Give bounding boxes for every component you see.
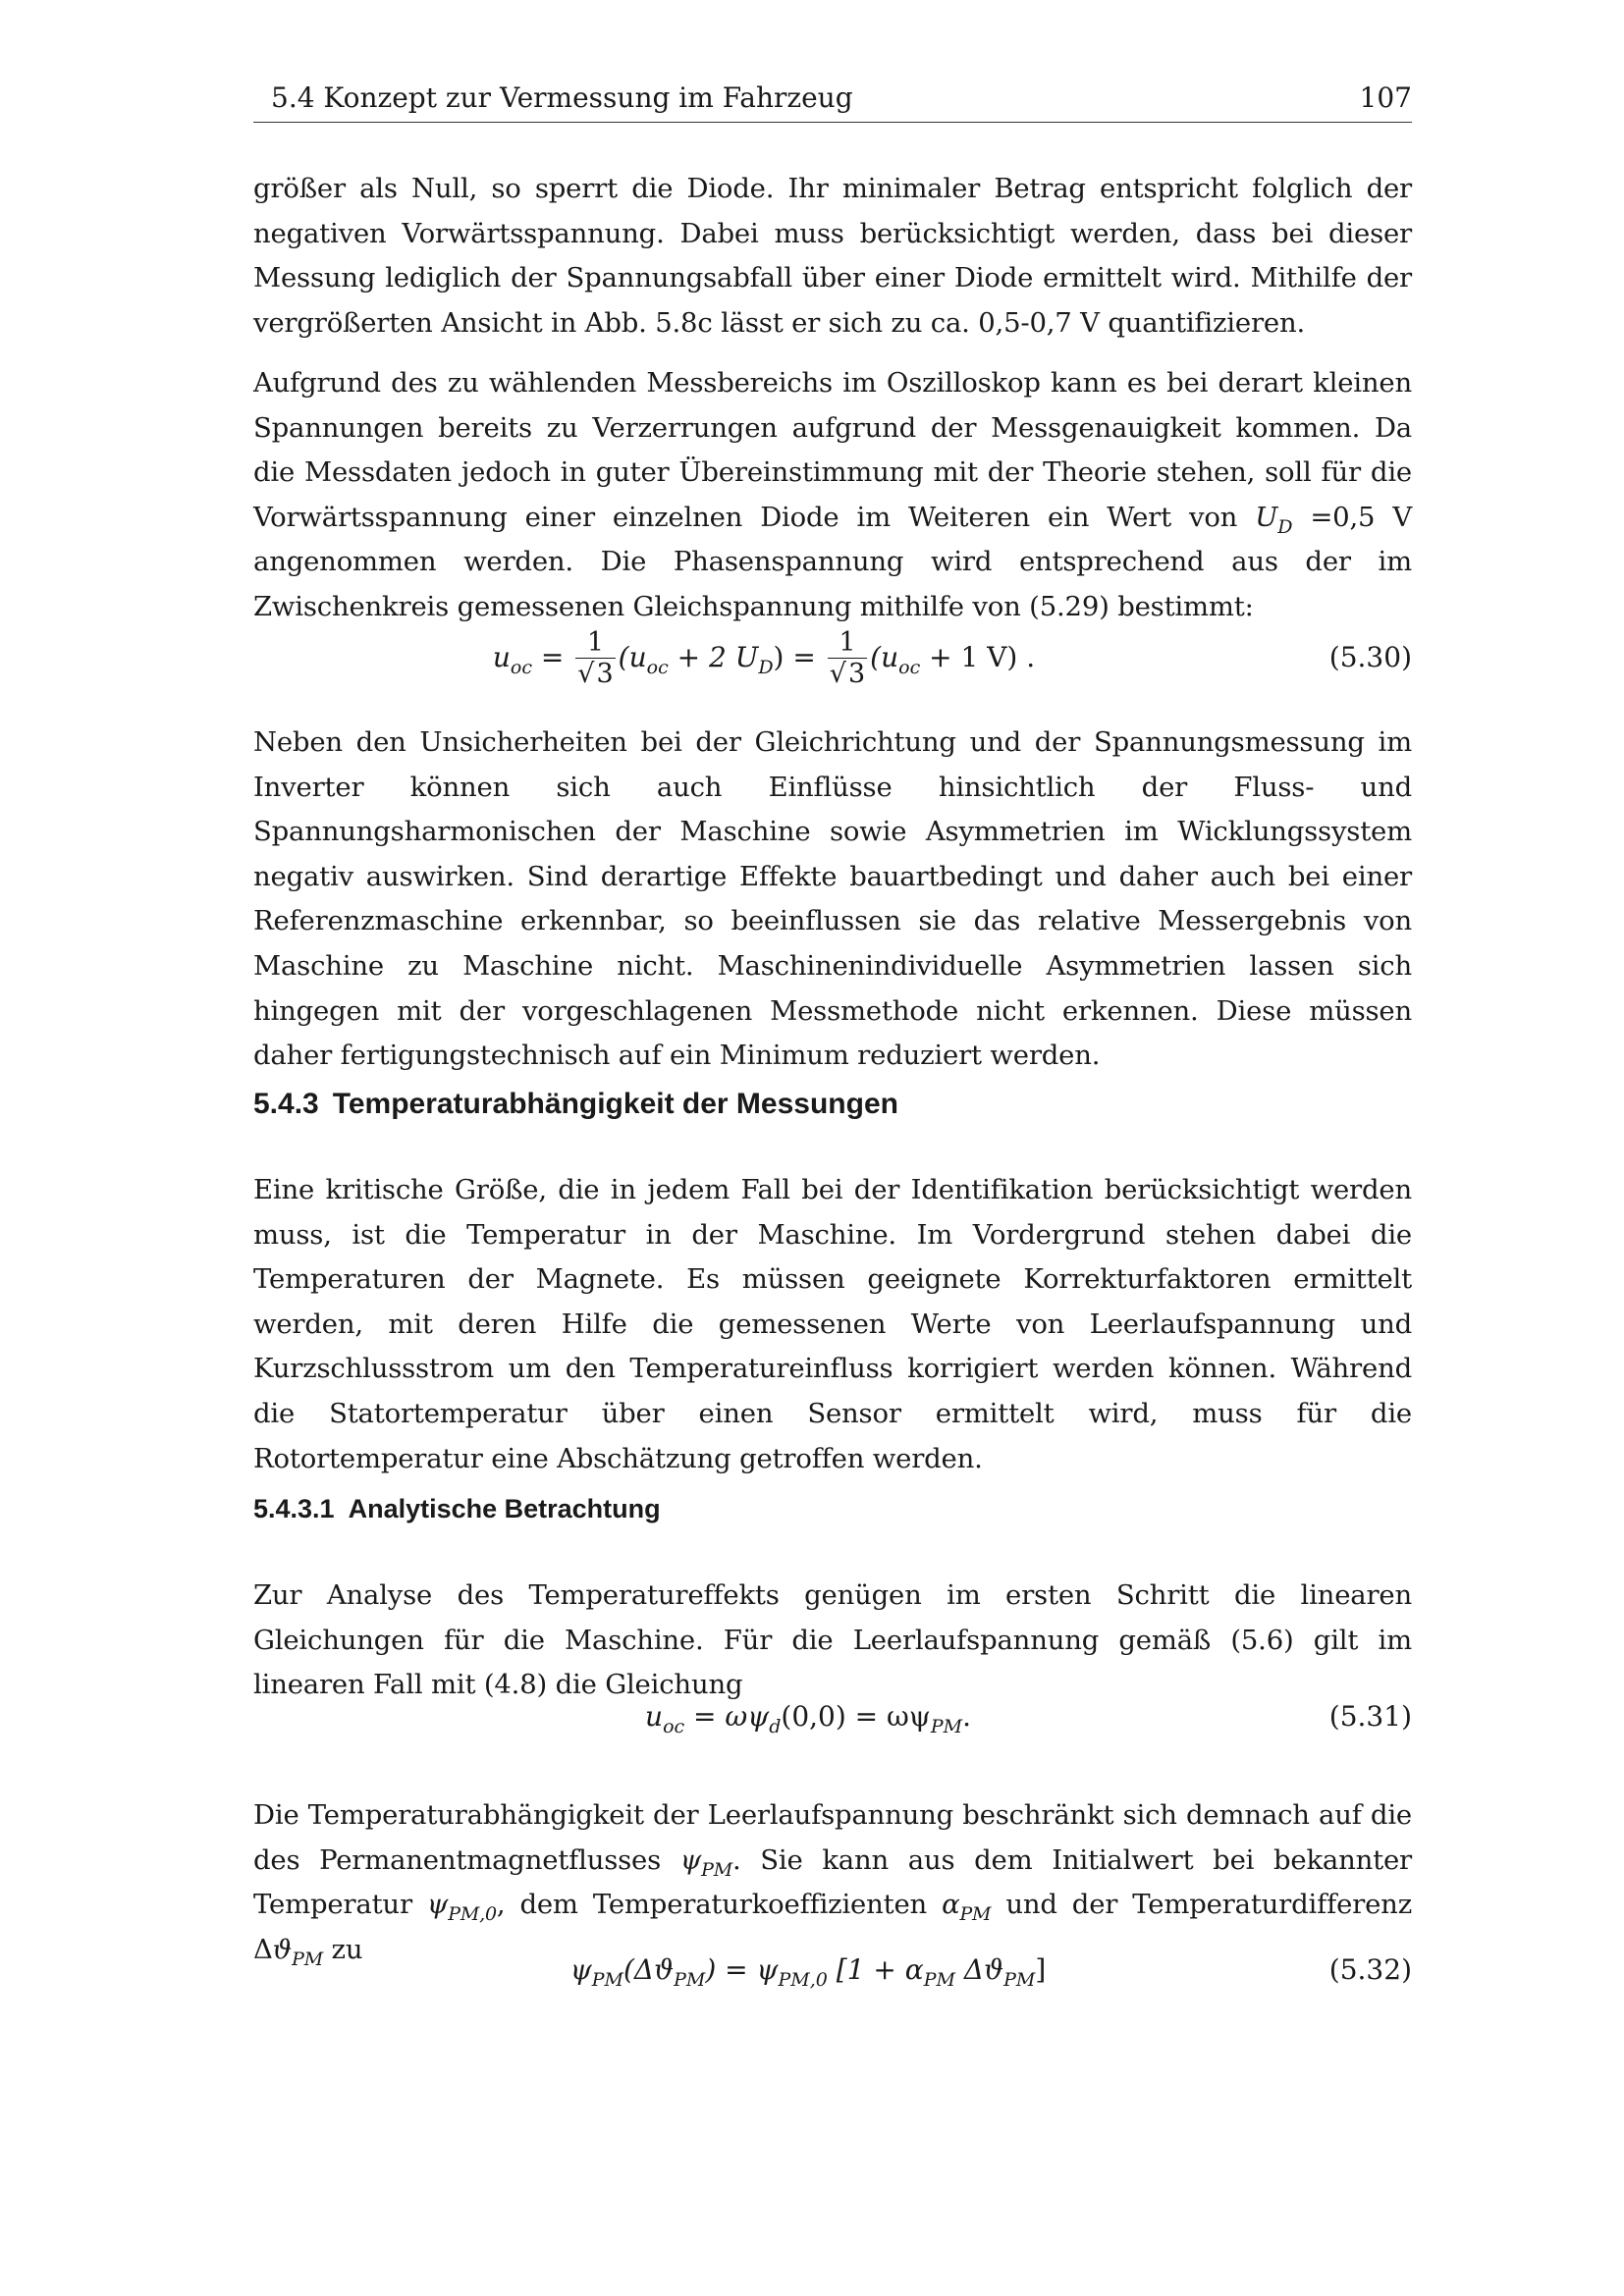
math-term: (Δϑ bbox=[623, 1953, 675, 1986]
math-term: + 1 V) . bbox=[920, 641, 1036, 673]
fraction-denominator bbox=[575, 659, 615, 690]
math-sub: oc bbox=[663, 1716, 685, 1737]
math-var: U bbox=[1255, 501, 1278, 533]
text-run: =0,5 V angenommen werden. Die Phasenspannung wird entsprechend aus der im Zwischenkreis gemessenen Gleichspannung mithilfe von (5.29) bestimmt: bbox=[253, 501, 1413, 622]
math-sub: PM bbox=[674, 1969, 706, 1991]
math-sub: PM bbox=[959, 1903, 992, 1926]
section-title: Temperaturabhängigkeit der Messungen bbox=[332, 1088, 898, 1120]
paragraph-3 bbox=[253, 721, 1412, 1079]
sqrt-argument: 3 bbox=[596, 659, 614, 689]
equation-number: (5.32) bbox=[1328, 1953, 1412, 1986]
sqrt-argument: 3 bbox=[847, 659, 866, 689]
fraction-denominator bbox=[828, 659, 867, 690]
section-number: 5.4.3 bbox=[253, 1088, 319, 1120]
sqrt-symbol: √3 bbox=[577, 659, 614, 689]
math-sub: oc bbox=[510, 657, 532, 678]
text-run: und der Temperaturdifferenz Δ bbox=[253, 1889, 1412, 1965]
paragraph-1 bbox=[253, 167, 1412, 346]
paragraph-text bbox=[253, 361, 1412, 630]
fraction bbox=[575, 628, 615, 690]
page-number: 107 bbox=[1359, 81, 1412, 114]
paragraph-2 bbox=[253, 361, 1412, 630]
math-term: Δϑ bbox=[954, 1953, 1004, 1986]
math-var: u bbox=[645, 1700, 664, 1733]
subsection-heading bbox=[253, 1494, 661, 1524]
math-var: ϑ bbox=[272, 1933, 293, 1965]
paragraph-text: Neben den Unsicherheiten bei der Gleichrichtung und der Spannungsmessung im Inverter können sich auch Einflüsse hinsichtlich der Fluss- und Spannungsharmonischen der Maschine sowie Asymmetrien im Wicklungssystem negativ auswirken. Sind derartige Effekte bauartbedingt und daher auch bei einer Referenzmaschine erkennbar, so beeinflussen sie das relative Messergebnis von Maschine zu Maschine nicht. Maschinenindividuelle Asymmetrien lassen sich hingegen mit der vorgeschlagenen Messmethode nicht erkennen. Diese müssen daher fertigungstechnisch auf ein Minimum reduziert werden. bbox=[253, 726, 1412, 1072]
math-sub: PM bbox=[591, 1969, 623, 1991]
math-var: u bbox=[492, 641, 511, 673]
fraction-numerator: 1 bbox=[575, 628, 615, 659]
math-var: ψ bbox=[569, 1953, 592, 1986]
text-run: Die Temperaturabhängigkeit der Leerlaufspannung beschränkt sich demnach auf die des Permanentmagnetflusses bbox=[253, 1799, 1412, 1876]
subsection-title: Analytische Betrachtung bbox=[348, 1494, 661, 1523]
equals-sign: = bbox=[792, 641, 816, 673]
text-run: Aufgrund des zu wählenden Messbereichs im Oszilloskop kann es bei derart kleinen Spannungen bereits zu Verzerrungen aufgrund der Messgenauigkeit kommen. Da die Messdaten jedoch in guter Übereinstimmung mit der Theorie stehen, soll für die Vorwärtsspannung einer einzelnen Diode im Weiteren ein Wert von bbox=[253, 367, 1412, 533]
paragraph-text: Eine kritische Größe, die in jedem Fall bei der Identifikation berücksichtigt werden muss, ist die Temperatur in der Maschine. Im Vordergrund stehen dabei die Temperaturen der Magnete. Es müssen geeignete Korrekturfaktoren ermittelt werden, mit deren Hilfe die gemessenen Werte von Leerlaufspannung und Kurzschlussstrom um den Temperatureinfluss korrigiert werden können. Während die Statortemperatur über einen Sensor ermittelt wird, muss für die Rotortemperatur eine Abschätzung getroffen werden. bbox=[253, 1174, 1412, 1474]
math-term: ) bbox=[773, 641, 785, 673]
math-sub: PM bbox=[923, 1969, 955, 1991]
math-sub: oc bbox=[646, 657, 669, 678]
fraction-numerator: 1 bbox=[828, 628, 867, 659]
math-sub: PM bbox=[701, 1858, 733, 1881]
fraction bbox=[828, 628, 867, 690]
text-run: . Sie kann aus dem Initialwert bei bekannter Temperatur bbox=[253, 1843, 1413, 1921]
math-term: ) = ψ bbox=[705, 1953, 779, 1986]
math-term: ] bbox=[1035, 1953, 1047, 1986]
math-sub: D bbox=[1277, 515, 1293, 538]
math-sub: PM bbox=[930, 1716, 963, 1737]
math-term: + 2 U bbox=[668, 641, 759, 673]
math-sub: PM bbox=[1003, 1969, 1036, 1991]
math-sub: d bbox=[769, 1716, 782, 1737]
math-term: [1 + α bbox=[827, 1953, 924, 1986]
subsection-number: 5.4.3.1 bbox=[253, 1494, 335, 1523]
math-term: (0,0) = ωψ bbox=[781, 1700, 931, 1733]
paragraph-5 bbox=[253, 1574, 1412, 1708]
section-heading bbox=[253, 1088, 898, 1121]
math-var: ψ bbox=[426, 1889, 449, 1921]
paragraph-4 bbox=[253, 1168, 1412, 1481]
math-sub: D bbox=[758, 657, 774, 678]
math-term: . bbox=[962, 1700, 971, 1733]
math-term: (u bbox=[870, 641, 899, 673]
equals-sign: = bbox=[540, 641, 565, 673]
running-header bbox=[253, 82, 1412, 123]
equation-5-32 bbox=[253, 1946, 1412, 1995]
chapter-title: 5.4 Konzept zur Vermessung im Fahrzeug bbox=[271, 81, 853, 114]
math-var: ψ bbox=[679, 1843, 702, 1876]
math-term: = ωψ bbox=[684, 1700, 770, 1733]
text-run: zu bbox=[322, 1933, 363, 1965]
math-sub: PM,0 bbox=[778, 1969, 828, 1991]
paragraph-text: Zur Analyse des Temperatureffekts genügen im ersten Schritt die linearen Gleichungen für die Maschine. Für die Leerlaufspannung gemäß (5.6) gilt im linearen Fall mit (4.8) die Gleichung bbox=[253, 1579, 1412, 1701]
sqrt-symbol: √3 bbox=[829, 659, 866, 689]
math-sub: oc bbox=[898, 657, 921, 678]
equation-5-30 bbox=[253, 616, 1412, 699]
equation-5-31 bbox=[253, 1692, 1412, 1741]
math-sub: PM,0 bbox=[448, 1903, 497, 1926]
text-run: , dem Temperaturkoeffizienten bbox=[496, 1889, 943, 1921]
equation-number: (5.30) bbox=[1328, 641, 1412, 673]
math-term: (u bbox=[618, 641, 647, 673]
equation-number: (5.31) bbox=[1328, 1700, 1412, 1733]
paragraph-text: größer als Null, so sperrt die Diode. Ihr minimaler Betrag entspricht folglich der negativen Vorwärtsspannung. Dabei muss berücksichtigt werden, dass bei dieser Messung lediglich der Spannungsabfall über einer Diode ermittelt wird. Mithilfe der vergrößerten Ansicht in Abb. 5.8c lässt er sich zu ca. 0,5-0,7 V quantifizieren. bbox=[253, 173, 1412, 339]
math-var: α bbox=[942, 1889, 960, 1921]
math-sub: PM bbox=[292, 1948, 323, 1970]
